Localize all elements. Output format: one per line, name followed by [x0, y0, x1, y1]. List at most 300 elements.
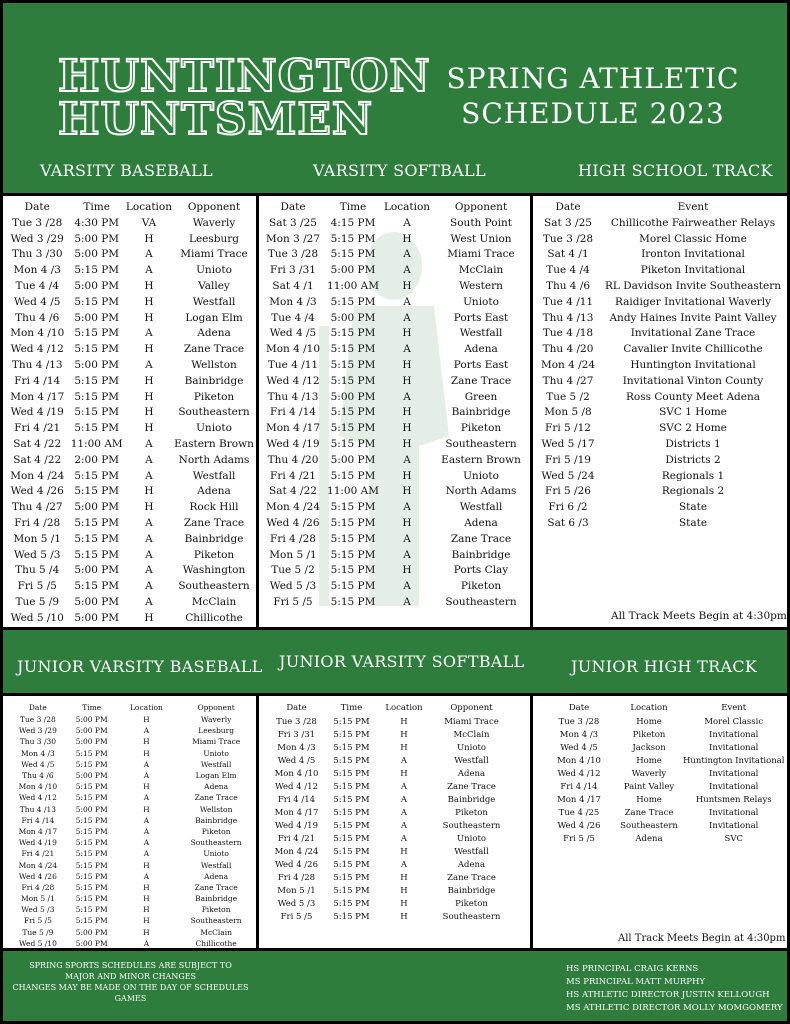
- table-cell: A: [145, 453, 153, 466]
- table-row: [7, 231, 256, 247]
- table-cell: Wed 4 /26: [557, 820, 601, 831]
- table-cell: H: [400, 729, 408, 740]
- table-cell: A: [400, 833, 408, 844]
- staff-line: MS PRINCIPAL MATT MURPHY: [566, 977, 706, 987]
- table-row: [535, 452, 785, 468]
- table-cell: Mon 4 /24: [540, 359, 596, 372]
- table-row: [7, 389, 256, 405]
- table-cell: Piketon: [460, 422, 502, 435]
- jv-baseball-table: [9, 701, 256, 948]
- table-cell: Chillicothe: [195, 938, 237, 948]
- table-cell: A: [403, 453, 411, 466]
- table-cell: Adena: [204, 782, 229, 792]
- table-cell: Sat 4 /22: [269, 485, 317, 498]
- table-row: [7, 310, 256, 326]
- table-row: [535, 231, 785, 247]
- table-cell: West Union: [450, 232, 512, 245]
- table-cell: H: [143, 737, 150, 747]
- table-cell: 5:15 PM: [330, 248, 376, 261]
- table-cell: Huntington Invitational: [630, 359, 756, 372]
- table-cell: Mon 4 /24: [265, 501, 321, 514]
- column-header: Opponent: [450, 703, 493, 713]
- staff-list: [566, 963, 783, 1015]
- table-cell: Mon 5 /1: [269, 548, 317, 561]
- table-cell: Invitational: [709, 807, 759, 818]
- table-cell: Mon 4 /10: [265, 343, 321, 356]
- table-cell: H: [144, 232, 154, 245]
- table-cell: Thu 4 /13: [542, 311, 594, 324]
- table-cell: Fri 4 /28: [277, 872, 316, 883]
- jh-track-note: All Track Meets Begin at 4:30pm: [618, 933, 786, 944]
- table-cell: A: [400, 755, 408, 766]
- table-cell: A: [143, 871, 150, 881]
- table-cell: H: [402, 422, 412, 435]
- table-cell: A: [400, 859, 408, 870]
- table-row: [7, 531, 256, 547]
- table-cell: Regionals 1: [661, 469, 725, 482]
- table-cell: H: [402, 374, 412, 387]
- school-title-line2: HUNTSMEN: [58, 94, 374, 145]
- table-cell: Bainbridge: [447, 794, 496, 805]
- column-header: Date: [286, 703, 307, 713]
- table-cell: Fri 5 /5: [23, 916, 52, 926]
- table-cell: Westfall: [192, 295, 236, 308]
- table-row: [535, 326, 785, 342]
- table-cell: Tue 5 /9: [22, 927, 54, 937]
- table-cell: Thu 4 /20: [267, 453, 319, 466]
- table-row: [7, 499, 256, 515]
- hs-track-heading: HIGH SCHOOL TRACK: [578, 161, 773, 180]
- table-cell: Bainbridge: [451, 406, 511, 419]
- table-cell: 5:00 PM: [74, 359, 120, 372]
- table-row: [269, 910, 514, 923]
- table-cell: H: [143, 894, 150, 904]
- table-cell: 5:15 PM: [75, 849, 108, 859]
- column-header: Event: [677, 200, 709, 213]
- table-cell: South Point: [450, 216, 512, 229]
- table-cell: Adena: [197, 327, 231, 340]
- table-cell: Wed 5 /3: [21, 905, 55, 915]
- table-cell: Fri 4 /28: [270, 532, 316, 545]
- varsity-baseball-table: [7, 198, 256, 626]
- table-cell: Fri 4 /21: [270, 469, 316, 482]
- table-cell: 5:15 PM: [330, 327, 376, 340]
- table-cell: A: [143, 726, 150, 736]
- table-cell: Mon 4 /3: [20, 748, 55, 758]
- table-cell: A: [400, 781, 408, 792]
- table-cell: Wed 4 /5: [560, 742, 598, 753]
- table-cell: H: [143, 905, 150, 915]
- table-cell: A: [143, 815, 150, 825]
- table-cell: A: [143, 849, 150, 859]
- table-cell: A: [403, 248, 411, 261]
- table-cell: Cavalier Invite Chillicothe: [623, 343, 763, 356]
- table-cell: Thu 4 /6: [15, 311, 60, 324]
- table-cell: 5:15 PM: [74, 374, 120, 387]
- table-row: [9, 938, 256, 948]
- table-cell: Ports Clay: [453, 564, 509, 577]
- table-cell: Thu 4 /13: [267, 390, 319, 403]
- column-header: Location: [630, 703, 668, 713]
- table-cell: Westfall: [454, 846, 489, 857]
- table-cell: H: [402, 327, 412, 340]
- table-cell: Chillicothe: [185, 611, 243, 624]
- table-cell: Adena: [204, 871, 229, 881]
- table-cell: Tue 4 /11: [267, 359, 319, 372]
- table-cell: Mon 4 /10: [10, 327, 65, 340]
- table-cell: Logan Elm: [185, 311, 243, 324]
- table-row: [262, 357, 530, 373]
- table-row: [9, 804, 256, 815]
- table-cell: Adena: [457, 859, 486, 870]
- column-header: Time: [83, 200, 110, 213]
- table-cell: 5:15 PM: [333, 859, 370, 870]
- table-cell: Unioto: [463, 469, 499, 482]
- table-cell: H: [144, 501, 154, 514]
- table-cell: Waverly: [631, 768, 667, 779]
- table-row: [9, 725, 256, 736]
- column-header: Location: [129, 703, 163, 712]
- table-cell: A: [400, 807, 408, 818]
- table-cell: 5:15 PM: [330, 406, 376, 419]
- varsity-softball-table: [262, 198, 530, 610]
- table-cell: Tue 5 /9: [15, 596, 60, 609]
- table-cell: Thu 4 /6: [22, 771, 54, 781]
- table-row: [535, 341, 785, 357]
- table-cell: H: [402, 517, 412, 530]
- table-cell: Thu 3 /30: [19, 737, 57, 747]
- table-cell: Fri 4 /28: [14, 517, 61, 530]
- table-cell: Piketon: [193, 390, 235, 403]
- table-cell: 5:00 PM: [74, 596, 120, 609]
- table-cell: A: [143, 938, 150, 948]
- table-cell: 5:15 PM: [74, 517, 120, 530]
- table-cell: 5:00 PM: [330, 453, 376, 466]
- table-cell: Mon 4 /17: [10, 390, 65, 403]
- table-cell: Mon 5 /1: [13, 532, 61, 545]
- table-cell: H: [144, 374, 154, 387]
- table-cell: Wed 4 /5: [21, 759, 55, 769]
- table-cell: Sat 4 /22: [13, 453, 62, 466]
- table-cell: Mon 4 /3: [559, 729, 599, 740]
- table-cell: H: [143, 916, 150, 926]
- table-cell: Tue 3 /28: [12, 216, 63, 229]
- disclaimer-line: MAJOR AND MINOR CHANGES: [64, 972, 197, 981]
- table-cell: 5:15 PM: [74, 327, 120, 340]
- hs-track-note: All Track Meets Begin at 4:30pm: [611, 610, 787, 622]
- table-row: [9, 792, 256, 803]
- schedule-title: [433, 61, 753, 131]
- table-row: [269, 728, 514, 741]
- table-cell: H: [143, 782, 150, 792]
- table-cell: Fri 6 /2: [548, 501, 588, 514]
- table-cell: 5:15 PM: [75, 916, 108, 926]
- table-cell: 5:15 PM: [330, 374, 376, 387]
- table-row: [543, 728, 784, 741]
- column-header: Time: [82, 703, 102, 712]
- footer-banner: [3, 951, 787, 1021]
- table-row: [7, 247, 256, 263]
- table-cell: Southeastern: [442, 911, 501, 922]
- table-cell: 5:15 PM: [75, 793, 108, 803]
- table-cell: Southeastern: [178, 580, 250, 593]
- table-cell: Southeastern: [445, 596, 517, 609]
- table-cell: Fri 5 /19: [545, 453, 591, 466]
- table-cell: Tue 4 /18: [542, 327, 594, 340]
- table-cell: Mon 4 /17: [18, 826, 58, 836]
- table-cell: H: [144, 311, 154, 324]
- table-row: [535, 310, 785, 326]
- table-cell: Washington: [182, 564, 246, 577]
- table-row: [535, 389, 785, 405]
- table-cell: H: [400, 742, 408, 753]
- table-cell: Zane Trace: [183, 343, 245, 356]
- table-cell: Morel Classic: [704, 716, 764, 727]
- table-cell: VA: [141, 216, 157, 229]
- table-cell: Tue 5 /2: [271, 564, 315, 577]
- table-row: [535, 278, 785, 294]
- schedule-title-line2: SCHEDULE 2023: [461, 97, 725, 130]
- table-cell: H: [143, 804, 150, 814]
- column-header: Event: [721, 703, 747, 713]
- table-cell: Bainbridge: [195, 815, 238, 825]
- table-cell: McClain: [453, 729, 490, 740]
- table-cell: Mon 4 /17: [274, 807, 319, 818]
- table-cell: A: [143, 793, 150, 803]
- jh-track-panel: [533, 696, 787, 948]
- table-cell: 5:00 PM: [330, 390, 376, 403]
- table-row: [7, 515, 256, 531]
- table-cell: Bainbridge: [447, 885, 496, 896]
- table-cell: 5:15 PM: [330, 295, 376, 308]
- table-row: [7, 373, 256, 389]
- table-row: [543, 767, 784, 780]
- table-header-row: [262, 198, 530, 215]
- table-cell: Invitational: [709, 768, 759, 779]
- table-row: [269, 871, 514, 884]
- table-cell: Mon 3 /27: [265, 232, 321, 245]
- table-row: [7, 326, 256, 342]
- column-header: Opponent: [454, 200, 508, 213]
- table-cell: Wed 4 /12: [18, 793, 57, 803]
- table-cell: H: [400, 872, 408, 883]
- table-row: [7, 278, 256, 294]
- table-cell: 5:15 PM: [74, 548, 120, 561]
- table-cell: Huntsmen Relays: [695, 794, 772, 805]
- table-cell: Rock Hill: [189, 501, 239, 514]
- table-cell: Leesburg: [198, 726, 234, 736]
- table-cell: 5:15 PM: [74, 580, 120, 593]
- table-cell: Wed 5 /3: [277, 898, 316, 909]
- table-cell: Invitational: [709, 820, 759, 831]
- table-header-row: [7, 198, 256, 215]
- table-cell: A: [400, 794, 408, 805]
- table-cell: 5:00 PM: [74, 611, 120, 624]
- column-header: Time: [339, 200, 367, 213]
- table-cell: Southeastern: [190, 838, 242, 848]
- table-cell: Wed 5 /24: [541, 469, 595, 482]
- table-cell: A: [403, 311, 411, 324]
- table-cell: H: [144, 280, 154, 293]
- table-cell: Tue 3 /28: [276, 716, 317, 727]
- table-cell: Adena: [464, 343, 498, 356]
- table-cell: Invitational: [709, 781, 759, 792]
- table-cell: Wed 4 /19: [18, 838, 57, 848]
- table-cell: Unioto: [463, 295, 499, 308]
- schedule-title-line1: SPRING ATHLETIC: [446, 62, 740, 95]
- table-cell: Zane Trace: [624, 807, 674, 818]
- table-row: [7, 578, 256, 594]
- table-cell: 5:15 PM: [333, 794, 370, 805]
- table-cell: Mon 4 /3: [13, 264, 61, 277]
- table-cell: Thu 4 /27: [11, 501, 63, 514]
- table-row: [9, 748, 256, 759]
- table-cell: 5:00 PM: [330, 311, 376, 324]
- table-cell: Thu 4 /27: [542, 374, 594, 387]
- table-row: [269, 715, 514, 728]
- table-cell: Sat 4 /1: [272, 280, 314, 293]
- table-cell: Wed 4 /26: [10, 485, 64, 498]
- table-row: [9, 882, 256, 893]
- table-cell: Tue 4 /4: [271, 311, 315, 324]
- table-cell: Fri 3 /31: [277, 729, 316, 740]
- table-row: [543, 741, 784, 754]
- table-cell: 5:15 PM: [333, 742, 370, 753]
- table-cell: Huntington Invitational: [683, 755, 785, 766]
- table-cell: Southeastern: [178, 406, 250, 419]
- table-cell: Zane Trace: [183, 517, 245, 530]
- table-row: [269, 884, 514, 897]
- table-cell: 4:15 PM: [330, 216, 376, 229]
- table-cell: 5:00 PM: [75, 927, 108, 937]
- column-header: Location: [125, 200, 173, 213]
- table-cell: Tue 5 /2: [546, 390, 590, 403]
- table-cell: Waverly: [200, 715, 232, 725]
- table-row: [262, 531, 530, 547]
- table-row: [535, 357, 785, 373]
- table-cell: 5:00 PM: [74, 232, 120, 245]
- table-row: [535, 294, 785, 310]
- table-cell: 5:15 PM: [330, 469, 376, 482]
- table-row: [262, 247, 530, 263]
- table-cell: Ports East: [453, 359, 509, 372]
- table-cell: A: [143, 826, 150, 836]
- table-cell: Piketon Invitational: [640, 264, 746, 277]
- table-row: [9, 815, 256, 826]
- table-cell: H: [144, 485, 154, 498]
- table-cell: 5:15 PM: [330, 343, 376, 356]
- table-cell: H: [402, 406, 412, 419]
- table-cell: Piketon: [201, 905, 231, 915]
- table-row: [7, 610, 256, 626]
- table-cell: 5:15 PM: [333, 729, 370, 740]
- table-cell: A: [145, 469, 153, 482]
- table-row: [262, 231, 530, 247]
- table-cell: McClain: [458, 264, 504, 277]
- table-cell: 5:15 PM: [333, 885, 370, 896]
- table-cell: A: [403, 295, 411, 308]
- table-cell: A: [145, 596, 153, 609]
- table-cell: H: [400, 846, 408, 857]
- table-cell: H: [402, 485, 412, 498]
- table-cell: North Adams: [445, 485, 517, 498]
- table-cell: Wed 5 /3: [14, 548, 61, 561]
- table-row: [535, 215, 785, 231]
- table-cell: 5:15 PM: [75, 815, 108, 825]
- table-cell: Thu 4 /6: [545, 280, 591, 293]
- table-cell: H: [143, 748, 150, 758]
- table-cell: 5:00 PM: [75, 715, 108, 725]
- table-cell: 5:15 PM: [75, 782, 108, 792]
- column-header: Location: [383, 200, 431, 213]
- table-cell: H: [144, 390, 154, 403]
- table-row: [535, 262, 785, 278]
- table-cell: Fri 5 /26: [545, 485, 591, 498]
- table-cell: 5:15 PM: [74, 422, 120, 435]
- table-row: [7, 215, 256, 231]
- table-cell: H: [144, 295, 154, 308]
- table-cell: 5:00 PM: [75, 737, 108, 747]
- table-cell: Wed 4 /5: [14, 295, 61, 308]
- school-title: [58, 51, 431, 145]
- table-cell: A: [145, 438, 153, 451]
- table-cell: 5:15 PM: [330, 438, 376, 451]
- table-cell: Southeastern: [442, 820, 501, 831]
- table-cell: Piketon: [455, 807, 488, 818]
- table-cell: Adena: [464, 517, 498, 530]
- table-cell: Zane Trace: [450, 374, 512, 387]
- table-row: [543, 832, 784, 845]
- table-cell: 5:00 PM: [74, 311, 120, 324]
- table-cell: Zane Trace: [194, 882, 238, 892]
- table-row: [7, 563, 256, 579]
- table-row: [262, 405, 530, 421]
- table-cell: 5:15 PM: [74, 406, 120, 419]
- table-row: [9, 859, 256, 870]
- table-cell: 5:15 PM: [333, 716, 370, 727]
- column-header: Date: [568, 703, 590, 713]
- table-header-row: [535, 198, 785, 215]
- table-row: [543, 715, 784, 728]
- table-cell: A: [403, 532, 411, 545]
- table-cell: Unioto: [456, 833, 486, 844]
- table-cell: Fri 4 /28: [21, 882, 55, 892]
- table-cell: Unioto: [196, 422, 232, 435]
- table-cell: Westfall: [459, 327, 503, 340]
- table-cell: McClain: [200, 927, 232, 937]
- table-cell: Piketon: [460, 580, 502, 593]
- table-cell: Southeastern: [445, 438, 517, 451]
- table-row: [535, 499, 785, 515]
- table-cell: 5:15 PM: [74, 343, 120, 356]
- table-cell: SVC 1 Home: [659, 406, 727, 419]
- table-cell: Piketon: [201, 826, 231, 836]
- table-cell: 5:00 PM: [75, 938, 108, 948]
- column-header: Date: [280, 200, 306, 213]
- table-cell: Morel Classic Home: [639, 232, 747, 245]
- jv-softball-heading: JUNIOR VARSITY SOFTBALL: [279, 652, 525, 671]
- table-row: [269, 832, 514, 845]
- table-cell: Bainbridge: [184, 532, 244, 545]
- table-cell: 5:15 PM: [74, 469, 120, 482]
- table-cell: A: [403, 596, 411, 609]
- table-cell: Mon 5 /1: [20, 894, 55, 904]
- jv-baseball-panel: [3, 696, 256, 948]
- table-cell: A: [403, 501, 411, 514]
- table-cell: Sat 3 /25: [544, 216, 592, 229]
- table-cell: Westfall: [200, 759, 232, 769]
- table-row: [269, 741, 514, 754]
